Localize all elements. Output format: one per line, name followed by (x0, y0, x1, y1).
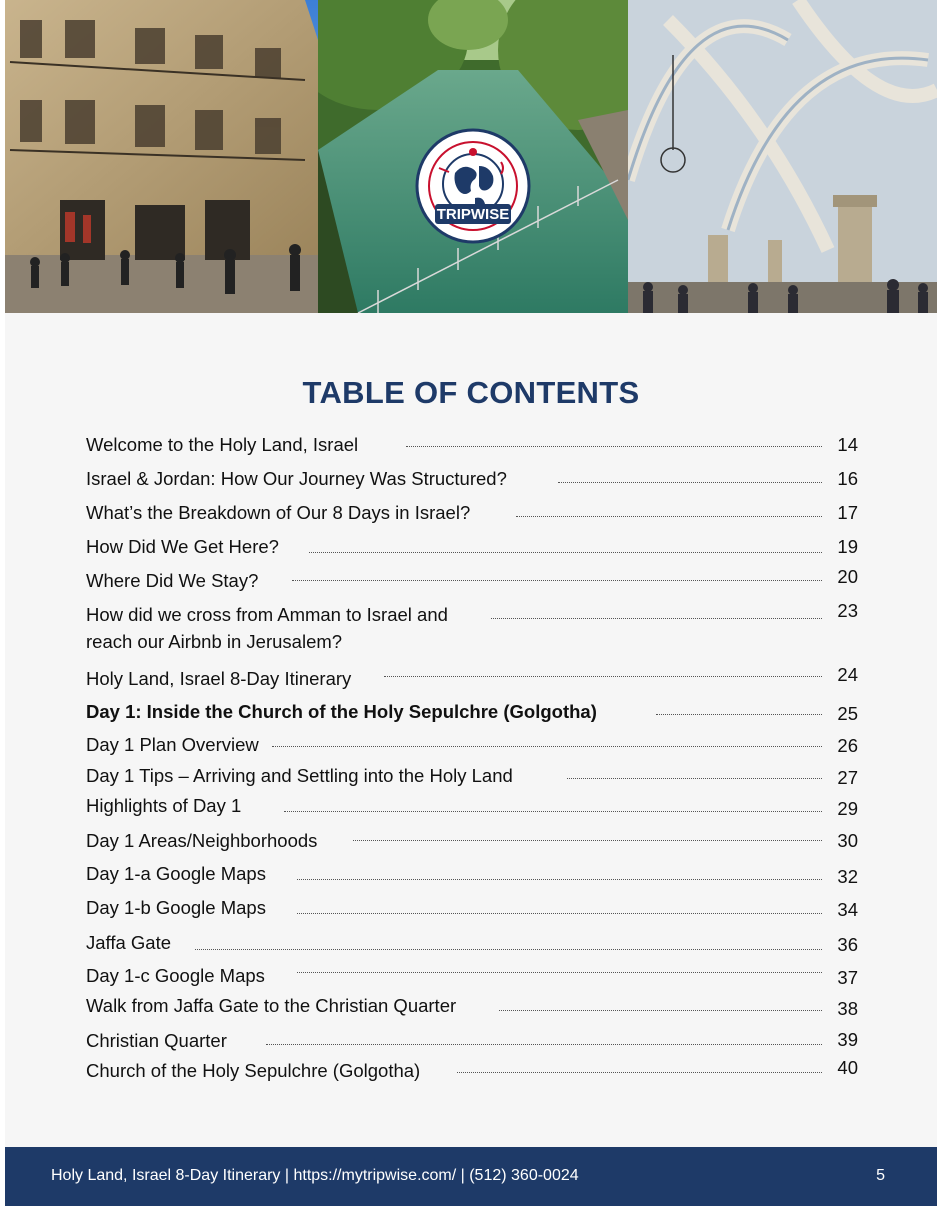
toc-dot-leader (284, 811, 822, 812)
toc-page-number: 30 (837, 830, 858, 851)
toc-entry-label: Day 1-c Google Maps (86, 965, 265, 986)
toc-page-number: 20 (837, 566, 858, 587)
toc-dot-leader (384, 676, 822, 677)
toc-page-number: 26 (837, 735, 858, 756)
toc-dot-leader (309, 552, 822, 553)
toc-entry-label: How Did We Get Here? (86, 536, 279, 557)
toc-dot-leader (406, 446, 822, 447)
toc-page-number: 36 (837, 934, 858, 955)
toc-entry-label: Highlights of Day 1 (86, 795, 242, 816)
toc-entry-label: Day 1 Plan Overview (86, 734, 259, 755)
toc-entry-label: Holy Land, Israel 8-Day Itinerary (86, 668, 352, 689)
toc-entry-label: Welcome to the Holy Land, Israel (86, 434, 359, 455)
toc-page-number: 32 (837, 866, 858, 887)
toc-dot-leader (457, 1072, 822, 1073)
logo-text: TRIPWISE (436, 206, 510, 223)
toc-page-number: 40 (837, 1057, 858, 1078)
toc-page-number: 24 (837, 664, 858, 685)
toc-entry-label: Christian Quarter (86, 1030, 227, 1051)
toc-dot-leader (272, 746, 822, 747)
toc-dot-leader (195, 949, 822, 950)
toc-entry-label: Day 1-a Google Maps (86, 863, 266, 884)
toc-page-number: 25 (837, 703, 858, 724)
toc-page-number: 14 (837, 434, 858, 455)
toc-dot-leader (297, 913, 822, 914)
toc-entry-label: What’s the Breakdown of Our 8 Days in Israel? (86, 502, 471, 523)
page-title: TABLE OF CONTENTS (302, 375, 640, 410)
toc-entry-label: Walk from Jaffa Gate to the Christian Quarter (86, 995, 457, 1016)
toc-dot-leader (353, 840, 822, 841)
toc-page-number: 37 (837, 967, 858, 988)
toc-page-number: 16 (837, 468, 858, 489)
toc-page-number: 34 (837, 899, 858, 920)
photo-gothic-hall (628, 0, 937, 313)
toc-entry-label: Israel & Jordan: How Our Journey Was Structured? (86, 468, 507, 489)
toc-entry-label-line2: reach our Airbnb in Jerusalem? (86, 631, 343, 652)
toc-page-number: 27 (837, 767, 858, 788)
toc-entry-label: Church of the Holy Sepulchre (Golgotha) (86, 1060, 421, 1081)
toc-dot-leader (297, 879, 822, 880)
toc-entry-label: Jaffa Gate (86, 932, 172, 953)
toc-page-number: 19 (837, 536, 858, 557)
toc-dot-leader (567, 778, 822, 779)
toc-page-number: 38 (837, 998, 858, 1019)
toc-entry-label: Day 1-b Google Maps (86, 897, 266, 918)
toc-entry-label: Day 1: Inside the Church of the Holy Sepulchre (Golgotha) (86, 701, 597, 722)
toc-entry-label: How did we cross from Amman to Israel and (86, 604, 448, 625)
footer-page-number: 5 (876, 1167, 885, 1184)
footer-text: Holy Land, Israel 8-Day Itinerary | https://mytripwise.com/ | (512) 360-0024 (51, 1167, 579, 1184)
toc-dot-leader (297, 972, 822, 973)
toc-page-number: 29 (837, 798, 858, 819)
toc-dot-leader (656, 714, 822, 715)
toc-page-number: 23 (837, 600, 858, 621)
page-footer (5, 1147, 937, 1206)
toc-entry-label: Day 1 Areas/Neighborhoods (86, 830, 318, 851)
toc-dot-leader (266, 1044, 822, 1045)
toc-dot-leader (292, 580, 822, 581)
photo-jerusalem-street (5, 0, 318, 313)
tripwise-logo (415, 128, 531, 244)
toc-page-number: 39 (837, 1029, 858, 1050)
toc-entry-label: Day 1 Tips – Arriving and Settling into the Holy Land (86, 765, 513, 786)
toc-dot-leader (516, 516, 822, 517)
toc-dot-leader (558, 482, 822, 483)
toc-dot-leader (491, 618, 822, 619)
toc-page-number: 17 (837, 502, 858, 523)
toc-entry-label: Where Did We Stay? (86, 570, 259, 591)
toc-dot-leader (499, 1010, 822, 1011)
